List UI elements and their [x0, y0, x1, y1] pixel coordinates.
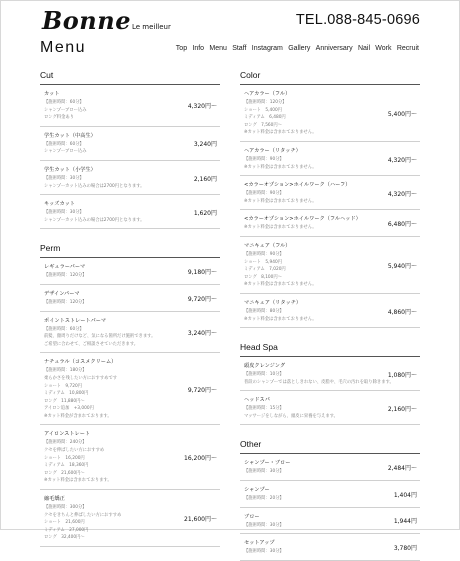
menu-item-price: 4,320円〜 [387, 190, 417, 198]
menu-item-info [244, 459, 384, 476]
menu-item-detail: シャンプーブロー込み [44, 149, 87, 155]
menu-item [40, 161, 220, 195]
menu-item-info [244, 242, 384, 289]
menu-item-detail: ミディアム 7,020円 [244, 267, 286, 273]
menu-item-detail: 【施術時間：90分】 [244, 191, 284, 197]
menu-item-detail: ロング 8,100円〜 [244, 274, 282, 280]
menu-item-name: セットアップ [244, 540, 275, 547]
menu-item-info [244, 299, 384, 323]
menu-item-detail: ショート 21,600円 [44, 520, 85, 526]
category-heading: Perm [40, 243, 220, 258]
menu-item [40, 85, 220, 127]
menu-item-detail: ショート 16,200円 [44, 455, 85, 461]
menu-item-price: 3,240円 [193, 141, 217, 149]
menu-item-name: <カラーオプション>ホイルワーク（ハーフ） [244, 182, 351, 189]
menu-item-info [244, 362, 394, 386]
menu-item-detail: シャンプーカット込みの場合は2700円となります。 [44, 217, 145, 223]
menu-item-detail: 【施術時間：15分】 [244, 406, 284, 412]
menu-item [240, 85, 420, 142]
menu-item [240, 391, 420, 425]
menu-item-detail: ミディアム 10,800円 [44, 391, 89, 397]
logo-brand-text: Bonne [42, 6, 131, 35]
menu-item-detail: ※カット料金は含まれております。 [44, 478, 112, 484]
menu-item-name: ヘアカラー（リタッチ） [244, 147, 301, 154]
menu-item-detail: シャンプーカット込みの場合は2700円となります。 [44, 183, 145, 189]
logo-subtitle: Le meilleur [131, 23, 171, 31]
menu-item-price: 3,240円〜 [187, 329, 217, 337]
menu-item-price: 21,600円〜 [184, 516, 217, 524]
menu-item-price: 1,944円 [393, 518, 417, 526]
nav-item-top[interactable]: Top [175, 45, 188, 52]
menu-item-info [244, 90, 384, 137]
nav-item-menu[interactable]: Menu [209, 45, 227, 52]
menu-item-detail: 【施術時間：90分】 [244, 156, 284, 162]
menu-item [40, 258, 220, 285]
menu-item-detail: ミディアム 27,000円 [44, 527, 89, 533]
menu-item-detail: 【施術時間：120分】 [44, 299, 87, 305]
menu-item-name: シャンプー [244, 487, 270, 494]
menu-item-detail: ※カット料金は含まれておりません。 [244, 130, 317, 136]
menu-item [40, 195, 220, 229]
menu-item-detail: ミディアム 18,360円 [44, 463, 89, 469]
category-heading: Other [240, 439, 420, 454]
menu-item-name: <カラーオプション>ホイルワーク（フルヘッド） [244, 216, 361, 223]
menu-item-info [44, 166, 190, 190]
section-spacer [240, 425, 420, 439]
nav-item-nail[interactable]: Nail [357, 45, 370, 52]
menu-item-info [244, 215, 384, 232]
menu-item-name: ブロー [244, 513, 260, 520]
menu-item-info [44, 290, 184, 307]
salon-logo[interactable] [42, 6, 171, 35]
menu-item-info [44, 430, 180, 485]
menu-item-name: マニキュア（フル） [244, 242, 291, 249]
menu-item-detail: 【施術時間：90分】 [244, 251, 284, 257]
section-spacer [240, 328, 420, 342]
menu-item-price: 4,860円〜 [387, 308, 417, 316]
menu-column-right [240, 70, 420, 561]
menu-item-detail: 【施術時間：20分】 [244, 496, 284, 502]
menu-item-detail: 【施術時間：30分】 [244, 549, 284, 555]
menu-item-name: カット [44, 91, 60, 97]
menu-item-name: 学生カット（小学生） [44, 166, 96, 173]
menu-item-name: 縮毛矯正 [44, 496, 65, 503]
menu-item-detail: クセを伸ばしたい方におすすめ [44, 448, 105, 454]
menu-item-info [44, 317, 184, 349]
menu-item-name: ナチュラル（コスメクリーム） [44, 359, 117, 366]
menu-item-info [244, 513, 390, 530]
category-heading: Head Spa [240, 342, 420, 357]
menu-item-detail: ロング料金あり [44, 115, 74, 121]
menu-item-name: デザインパーマ [44, 290, 80, 297]
menu-item [240, 454, 420, 481]
menu-item-price: 1,620円 [193, 209, 217, 217]
nav-item-gallery[interactable]: Gallery [288, 45, 311, 52]
menu-item-detail: ロング 32,400円〜 [44, 535, 85, 541]
menu-item-detail: 柔らかさを残したい方におすすめです [44, 375, 118, 381]
menu-item-detail: 普段のシャンプーでは落としきれない、皮脂や、毛穴の汚れを取り除きます。 [244, 379, 394, 385]
menu-item-price: 4,320円〜 [387, 156, 417, 164]
menu-item-detail: ロング 21,600円〜 [44, 470, 85, 476]
menu-item-detail: 【施術時間：60分】 [44, 100, 84, 105]
menu-item-info [244, 181, 384, 205]
menu-item [240, 294, 420, 328]
menu-item-price: 16,200円〜 [184, 455, 217, 463]
menu-item-price: 9,180円〜 [187, 269, 217, 277]
menu-item [240, 142, 420, 176]
menu-item-name: キッズカット [44, 201, 75, 208]
menu-item [240, 481, 420, 508]
menu-item [40, 353, 220, 425]
menu-item-name: アイロンストレート [44, 431, 91, 438]
menu-item [240, 508, 420, 535]
menu-item-price: 3,780円 [393, 545, 417, 553]
menu-item-price: 2,160円〜 [387, 405, 417, 413]
menu-item-name: シャンプー・ブロー [244, 460, 291, 467]
menu-item-detail: 【施術時間：120分】 [44, 273, 87, 279]
menu-item-detail: ミディアム 6,480円 [244, 115, 286, 121]
menu-item-price: 5,940円〜 [387, 262, 417, 270]
menu-item [240, 357, 420, 391]
menu-item-detail: 【施術時間：30分】 [44, 175, 84, 181]
menu-item-name: ヘッドスパ [244, 397, 270, 404]
menu-item-detail: ご希望に合わせて、ご相談させていただきます。 [44, 341, 139, 347]
menu-item [40, 425, 220, 490]
menu-item-detail: ショート 5,940円 [244, 259, 282, 265]
menu-item [240, 176, 420, 210]
menu-item-info [244, 486, 390, 503]
menu-item-name: ヘアカラー（フル） [244, 91, 291, 97]
menu-item-name: ポイントストレートパーマ [44, 317, 107, 324]
page-title: Menu [40, 39, 87, 56]
menu-item-info [44, 90, 184, 122]
menu-item-price: 1,404円 [393, 491, 417, 499]
main-nav [176, 45, 419, 52]
menu-item-detail: ※カット料金は含まれておりません。 [244, 282, 317, 288]
menu-item-info [244, 539, 390, 556]
menu-item-detail: 【施術時間：30分】 [244, 469, 284, 475]
menu-item-price: 9,720円〜 [187, 295, 217, 303]
menu-item-detail: マッサージをしながら、頭皮に栄養を与えます。 [244, 413, 338, 419]
menu-item-detail: ※カット料金が含まれております。 [44, 413, 112, 419]
menu-item-detail: 【施術時間：80分】 [244, 308, 284, 314]
menu-item [40, 127, 220, 161]
menu-item-info [44, 358, 184, 420]
menu-item-price: 5,400円〜 [387, 110, 417, 118]
menu-item-detail: 【施術時間：120分】 [244, 100, 287, 105]
menu-item-detail: 【施術時間：60分】 [44, 141, 84, 147]
category-heading: Cut [40, 70, 220, 85]
menu-item-price: 4,320円〜 [187, 103, 217, 111]
menu-item-detail: 【施術時間：240分】 [44, 440, 87, 446]
menu-item-name: 学生カット（中高生） [44, 132, 96, 139]
menu-item-info [44, 263, 184, 280]
nav-item-work[interactable]: Work [375, 45, 392, 52]
menu-item-detail: シャンプーブロー込み [44, 107, 87, 113]
menu-item [240, 210, 420, 237]
menu-item [240, 237, 420, 294]
menu-item-price: 6,480円〜 [387, 221, 417, 229]
menu-item-detail: ロング 11,880円〜 [44, 398, 85, 404]
menu-item-price: 1,080円〜 [387, 371, 417, 379]
menu-item-detail: 【施術時間：180分】 [44, 368, 87, 374]
nav-item-staff[interactable]: Staff [232, 45, 247, 52]
menu-item-price: 2,484円〜 [387, 465, 417, 473]
menu-item-info [44, 200, 190, 224]
menu-item-info [44, 495, 180, 542]
category-heading: Color [240, 70, 420, 85]
menu-item-detail: 【施術時間：10分】 [244, 372, 284, 378]
menu-item-detail: 【施術時間：300分】 [44, 505, 87, 511]
section-spacer [40, 229, 220, 243]
phone-number[interactable]: TEL.088-845-0696 [295, 12, 420, 28]
menu-item-detail: ※カット料金は含まれておりません。 [244, 225, 317, 231]
menu-item-detail: ※カット料金は含まれておりません。 [244, 316, 317, 322]
menu-item-name: 頭皮クレンジング [244, 363, 286, 370]
menu-item-detail: 【施術時間：30分】 [44, 210, 84, 216]
menu-item-detail: ロング 7,560円〜 [244, 122, 282, 128]
menu-item-detail: 【施術時間：30分】 [244, 522, 284, 528]
menu-item [40, 312, 220, 354]
menu-item-detail: クセをきちんと伸ばしたい方におすすめ [44, 512, 122, 518]
menu-item-info [44, 132, 190, 156]
menu-item-info [244, 396, 384, 420]
nav-item-recruit[interactable]: Recruit [396, 45, 419, 52]
nav-item-instagram[interactable]: Instagram [251, 45, 283, 52]
nav-item-info[interactable]: Info [192, 45, 205, 52]
menu-item-detail: ショート 5,400円 [244, 107, 282, 113]
menu-item-price: 2,160円 [193, 175, 217, 183]
menu-item-name: レギュラーパーマ [44, 264, 86, 271]
menu-item-detail: アイロン追加 +3,000円 [44, 406, 94, 412]
menu-item-price: 9,720円〜 [187, 386, 217, 394]
menu-item-info [244, 147, 384, 171]
menu-column-left [40, 70, 220, 547]
menu-item-detail: 【施術時間：60分】 [44, 326, 84, 332]
menu-item-detail: ※カット料金は含まれておりません。 [244, 198, 317, 204]
menu-item [40, 285, 220, 312]
menu-item-name: マニキュア（リタッチ） [244, 299, 302, 306]
menu-item [40, 490, 220, 547]
menu-item-detail: 前髪、顔周りだけなど、気になる箇所だけ施術できます。 [44, 334, 156, 340]
menu-item [240, 534, 420, 561]
nav-item-anniversary[interactable]: Anniversary [315, 45, 353, 52]
menu-item-detail: ※カット料金は含まれておりません。 [244, 164, 317, 170]
menu-item-detail: ショート 9,720円 [44, 383, 82, 389]
